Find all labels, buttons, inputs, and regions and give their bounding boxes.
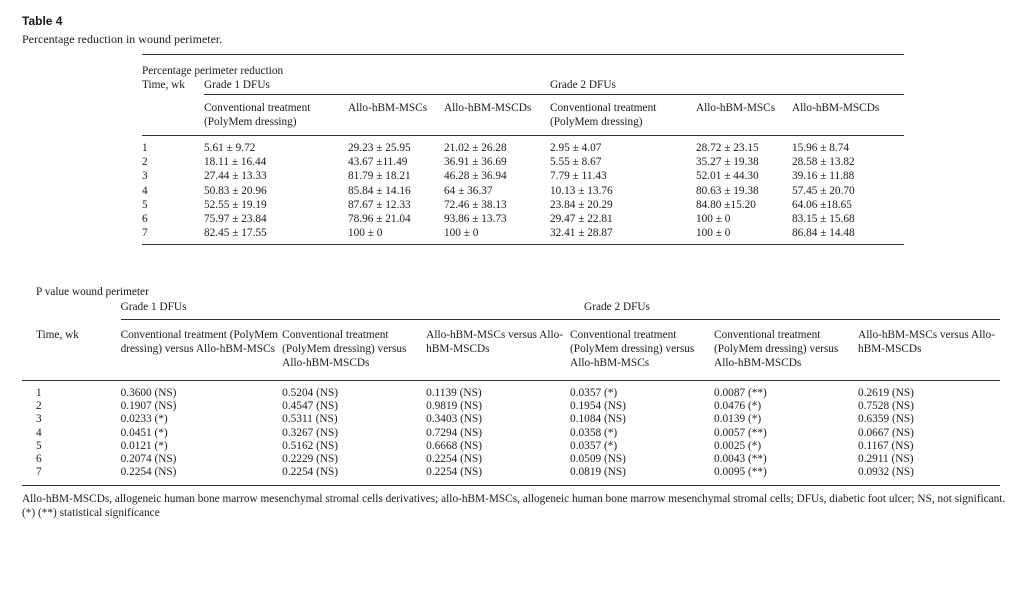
table-caption: Percentage reduction in wound perimeter. xyxy=(22,32,223,46)
value-cell: 0.0025 (*) xyxy=(714,439,762,452)
value-cell: 87.67 ± 12.33 xyxy=(348,198,411,211)
grade2-header: Grade 2 DFUs xyxy=(550,78,904,95)
value-cell: 64.06 ±18.65 xyxy=(792,198,852,211)
value-cell: 75.97 ± 23.84 xyxy=(204,213,267,226)
value-cell: 0.0057 (**) xyxy=(714,426,767,439)
column-header: Allo-hBM-MSCs xyxy=(348,95,444,136)
value-cell: 80.63 ± 19.38 xyxy=(696,184,759,197)
value-cell: 29.47 ± 22.81 xyxy=(550,213,613,226)
table-row xyxy=(22,381,1000,401)
time-cell: 7 xyxy=(22,466,121,486)
table-row xyxy=(22,440,1000,453)
value-cell: 82.45 ± 17.55 xyxy=(204,226,348,245)
value-cell: 0.2254 (NS) xyxy=(121,466,283,486)
value-cell: 0.5162 (NS) xyxy=(282,439,339,452)
value-cell: 15.96 ± 8.74 xyxy=(792,142,850,154)
time-header: Time, wk xyxy=(142,79,185,91)
value-cell: 0.0087 (**) xyxy=(714,387,767,399)
value-cell: 2.95 ± 4.07 xyxy=(550,142,602,154)
value-cell: 0.1954 (NS) xyxy=(570,400,626,413)
value-cell: 0.2254 (NS) xyxy=(426,466,570,486)
time-cell: 1 xyxy=(142,142,148,154)
table-row xyxy=(142,169,904,183)
value-cell: 0.0121 (*) xyxy=(120,439,168,452)
column-header: Conventional treatment (PolyMem dressing) versus Allo-hBM-MSCDs xyxy=(282,320,426,381)
footnote-abbreviations: Allo-hBM-MSCDs, allogeneic human bone marrow mesenchymal stromal cells derivatives; allo-hBM-MSCs, allogeneic human bone marrow mesenchymal stromal cells; DFUs, diabetic foot ulcer; NS, not significant. xyxy=(22,493,1006,505)
table-row xyxy=(22,427,1000,440)
table-row xyxy=(142,198,904,212)
value-cell: 0.1167 (NS) xyxy=(858,439,914,452)
value-cell: 84.80 ±15.20 xyxy=(696,198,756,211)
time-cell: 3 xyxy=(36,413,42,426)
value-cell: 18.11 ± 16.44 xyxy=(204,156,267,169)
column-header: Conventional treatment (PolyMem dressing) versus Allo-hBM-MSCs xyxy=(121,320,283,381)
super-header: Percentage perimeter reduction xyxy=(142,65,284,77)
value-cell: 21.02 ± 26.28 xyxy=(444,142,507,154)
table-row xyxy=(22,400,1000,413)
value-cell: 0.2254 (NS) xyxy=(426,453,483,466)
value-cell: 72.46 ± 38.13 xyxy=(444,198,507,211)
value-cell: 0.2254 (NS) xyxy=(282,466,426,486)
value-cell: 36.91 ± 36.69 xyxy=(444,156,507,169)
time-cell: 5 xyxy=(142,198,148,211)
value-cell: 57.45 ± 20.70 xyxy=(792,184,855,197)
table-row xyxy=(142,226,904,245)
value-cell: 0.6668 (NS) xyxy=(426,439,483,452)
value-cell: 0.0095 (**) xyxy=(714,466,858,486)
value-cell: 0.2229 (NS) xyxy=(282,453,339,466)
value-cell: 5.55 ± 8.67 xyxy=(550,156,602,169)
column-header: Allo-hBM-MSCs xyxy=(696,95,792,136)
column-header: Allo-hBM-MSCDs xyxy=(792,95,904,136)
value-cell: 0.1907 (NS) xyxy=(120,400,177,413)
value-cell: 0.0358 (*) xyxy=(570,426,618,439)
table-row xyxy=(142,136,904,156)
value-cell: 28.58 ± 13.82 xyxy=(792,156,855,169)
value-cell: 0.1084 (NS) xyxy=(570,413,626,426)
column-header: Conventional treatment (PolyMem dressing) xyxy=(204,95,348,136)
column-header: Allo-hBM-MSCs versus Allo-hBM-MSCDs xyxy=(858,320,1000,381)
value-cell: 100 ± 0 xyxy=(444,226,550,245)
value-cell: 0.2911 (NS) xyxy=(858,453,914,466)
time-header: Time, wk xyxy=(22,320,121,381)
value-cell: 0.2074 (NS) xyxy=(120,453,177,466)
value-cell: 100 ± 0 xyxy=(696,226,792,245)
value-cell: 0.0043 (**) xyxy=(714,453,767,466)
value-cell: 0.0667 (NS) xyxy=(858,426,914,439)
value-cell: 0.0233 (*) xyxy=(120,413,168,426)
value-cell: 85.84 ± 14.16 xyxy=(348,184,411,197)
value-cell: 0.3403 (NS) xyxy=(426,413,483,426)
value-cell: 93.86 ± 13.73 xyxy=(444,213,507,226)
value-cell: 0.1139 (NS) xyxy=(426,387,482,399)
value-cell: 81.79 ± 18.21 xyxy=(348,170,411,183)
value-cell: 78.96 ± 21.04 xyxy=(348,213,411,226)
value-cell: 0.5204 (NS) xyxy=(282,387,339,399)
grade1-header: Grade 1 DFUs xyxy=(204,78,550,95)
value-cell: 10.13 ± 13.76 xyxy=(550,184,613,197)
table-row xyxy=(142,155,904,169)
value-cell: 0.4547 (NS) xyxy=(282,400,339,413)
value-cell: 0.7294 (NS) xyxy=(426,426,483,439)
table-row xyxy=(22,466,1000,486)
footnote-significance: (*) (**) statistical significance xyxy=(22,507,160,519)
value-cell: 5.61 ± 9.72 xyxy=(204,142,256,154)
value-cell: 27.44 ± 13.33 xyxy=(204,170,267,183)
value-cell: 46.28 ± 36.94 xyxy=(444,170,507,183)
value-cell: 0.7528 (NS) xyxy=(858,400,914,413)
time-cell: 5 xyxy=(36,439,42,452)
table-label: Table 4 xyxy=(22,14,63,28)
column-header: Conventional treatment (PolyMem dressing) versus Allo-hBM-MSCs xyxy=(570,320,714,381)
grade1-header: Grade 1 DFUs xyxy=(121,298,570,320)
value-cell: 100 ± 0 xyxy=(348,226,444,245)
value-cell: 0.3600 (NS) xyxy=(120,387,177,399)
table-row xyxy=(22,413,1000,426)
value-cell: 0.0476 (*) xyxy=(714,400,762,413)
table-row xyxy=(22,453,1000,466)
value-cell: 0.0357 (*) xyxy=(570,439,618,452)
value-cell: 23.84 ± 20.29 xyxy=(550,198,613,211)
pvalue-title: P value wound perimeter xyxy=(36,286,149,298)
time-cell: 6 xyxy=(36,453,42,466)
value-cell: 100 ± 0 xyxy=(696,213,731,226)
time-cell: 4 xyxy=(142,184,148,197)
time-cell: 4 xyxy=(36,426,42,439)
value-cell: 0.5311 (NS) xyxy=(282,413,338,426)
value-cell: 0.9819 (NS) xyxy=(426,400,483,413)
value-cell: 52.01 ± 44.30 xyxy=(696,170,759,183)
value-cell: 28.72 ± 23.15 xyxy=(696,142,759,154)
time-cell: 7 xyxy=(142,226,204,245)
column-header: Conventional treatment (PolyMem dressing) xyxy=(550,95,696,136)
column-header: Allo-hBM-MSCDs xyxy=(444,95,550,136)
pvalue-table xyxy=(22,298,1000,486)
value-cell: 29.23 ± 25.95 xyxy=(348,142,411,154)
table-row xyxy=(142,212,904,226)
value-cell: 86.84 ± 14.48 xyxy=(792,226,904,245)
value-cell: 0.3267 (NS) xyxy=(282,426,339,439)
value-cell: 43.67 ±11.49 xyxy=(348,156,408,169)
percentage-reduction-table xyxy=(142,54,904,245)
value-cell: 0.6359 (NS) xyxy=(858,413,914,426)
column-header: Allo-hBM-MSCs versus Allo-hBM-MSCDs xyxy=(426,320,570,381)
value-cell: 7.79 ± 11.43 xyxy=(550,170,607,183)
value-cell: 32.41 ± 28.87 xyxy=(550,226,696,245)
value-cell: 39.16 ± 11.88 xyxy=(792,170,855,183)
value-cell: 0.0357 (*) xyxy=(570,387,618,399)
time-cell: 2 xyxy=(36,400,42,413)
value-cell: 52.55 ± 19.19 xyxy=(204,198,267,211)
time-cell: 2 xyxy=(142,156,148,169)
value-cell: 64 ± 36.37 xyxy=(444,184,493,197)
value-cell: 0.2619 (NS) xyxy=(858,387,914,399)
value-cell: 35.27 ± 19.38 xyxy=(696,156,759,169)
value-cell: 0.0932 (NS) xyxy=(858,466,1000,486)
value-cell: 50.83 ± 20.96 xyxy=(204,184,267,197)
column-header: Conventional treatment (PolyMem dressing) versus Allo-hBM-MSCDs xyxy=(714,320,858,381)
value-cell: 0.0139 (*) xyxy=(714,413,762,426)
table-row xyxy=(142,184,904,198)
time-cell: 1 xyxy=(36,387,42,399)
value-cell: 0.0509 (NS) xyxy=(570,453,626,466)
value-cell: 0.0819 (NS) xyxy=(570,466,714,486)
value-cell: 83.15 ± 15.68 xyxy=(792,213,855,226)
value-cell: 0.0451 (*) xyxy=(120,426,168,439)
time-cell: 6 xyxy=(142,213,148,226)
time-cell: 3 xyxy=(142,170,148,183)
grade2-header: Grade 2 DFUs xyxy=(570,298,1000,320)
